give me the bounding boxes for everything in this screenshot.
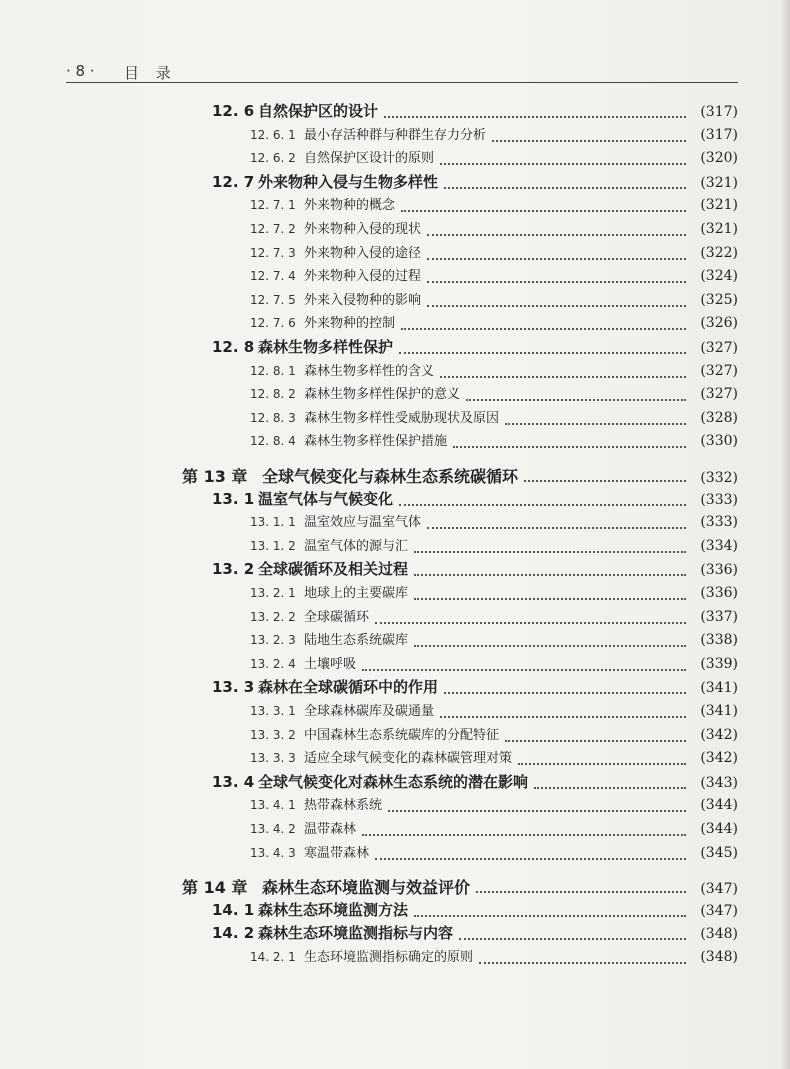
dot-leader [524,480,686,482]
dot-leader [518,763,686,765]
toc-entry-number: 12. 7 [212,172,255,191]
dot-leader [414,574,686,576]
toc-entry-title: 外来物种的控制 [304,316,396,332]
toc-entry-title: 温室气体的源与汇 [304,538,409,554]
toc-entry [212,922,738,946]
toc-entry [250,818,738,842]
dot-leader [427,258,686,260]
toc-entry-number: 12. 7. 2 [250,222,296,236]
toc-entry [182,875,738,899]
toc-entry-number: 第 14 章 [182,878,248,898]
toc-entry-number: 12. 7. 1 [250,198,296,213]
toc-entry-page: (347) [700,902,738,919]
toc-entry-title: 森林生物多样性受威胁现状及原因 [304,410,500,426]
dot-leader [440,163,686,165]
toc-entry-number: 12. 7. 3 [250,245,296,260]
toc-entry-number: 13. 1. 1 [250,515,296,530]
toc-entry-title: 自然保护区设计的原则 [304,151,435,167]
toc-entry [250,383,738,407]
dot-leader [427,281,686,283]
toc-entry-page: (341) [700,680,738,697]
toc-entry-page: (327) [700,386,738,403]
toc-entry-title: 外来物种入侵的途径 [304,245,422,261]
toc-entry-number: 12. 6. 1 [250,127,296,142]
toc-entry-page: (345) [700,844,738,861]
toc-entry-page: (341) [700,703,738,719]
toc-entry-title: 森林生物多样性保护措施 [304,434,448,450]
toc-entry-number: 12. 6 [212,102,255,120]
toc-entry-number: 12. 7. 5 [250,292,296,307]
toc-entry-page: (333) [700,491,738,508]
toc-entry-title: 生态环境监测指标确定的原则 [304,950,474,965]
toc-entry-title: 森林生态环境监测指标与内容 [258,924,454,943]
dot-leader [440,716,686,718]
toc-entry-title: 自然保护区的设计 [258,102,379,120]
dot-leader [414,598,686,600]
toc-entry [182,464,738,488]
toc-entry [250,430,738,454]
toc-entry-page: (348) [700,926,738,943]
toc-entry-page: (325) [700,291,738,308]
toc-entry [250,629,738,653]
toc-entry-page: (321) [700,197,738,214]
toc-entry-page: (336) [700,562,738,579]
toc-entry-page: (332) [700,470,738,486]
toc-entry [212,488,738,512]
toc-entry [212,676,738,700]
dot-leader [401,328,686,330]
toc-entry-page: (334) [700,537,738,554]
dot-leader [414,915,686,917]
toc-entry-page: (321) [700,174,738,191]
toc-entry [212,100,738,124]
dot-leader [388,810,686,812]
toc-entry-title: 全球森林碳库及碳通量 [304,704,435,719]
toc-entry-number: 13. 4. 3 [250,845,296,860]
dot-leader [427,527,686,529]
dot-leader [362,669,686,671]
toc-entry-title: 温室气体与气候变化 [258,489,394,508]
toc-entry-page: (327) [700,340,738,356]
toc-entry-page: (338) [700,632,738,649]
toc-entry-number: 14. 2 [212,924,255,943]
toc-entry-title: 森林生物多样性保护的意义 [304,387,461,403]
toc-entry-page: (344) [700,821,738,837]
dot-leader [444,692,686,694]
dot-leader [414,551,686,553]
toc-entry-title: 森林生物多样性保护 [258,338,394,356]
toc-entry-page: (342) [700,726,738,743]
toc-entry-number: 12. 8. 4 [250,434,296,449]
toc-entry-number: 13. 4 [212,772,255,791]
dot-leader [453,446,686,448]
toc-entry [250,265,738,289]
toc-entry [250,218,738,242]
toc-entry-page: (343) [700,774,738,791]
toc-entry-number: 12. 7. 4 [250,269,296,284]
toc-entry-page: (327) [700,362,738,379]
toc-entry-page: (328) [700,409,738,426]
toc-entry-title: 外来物种入侵的过程 [304,269,422,285]
toc-entry-page: (322) [700,244,738,261]
toc-entry-page: (320) [700,150,738,167]
toc-entry [250,582,738,606]
toc-entry-page: (333) [700,514,738,531]
toc-entry [212,899,738,923]
toc-entry [250,407,738,431]
page-number-label: · 8 · [66,62,95,80]
toc-entry-title: 森林生态环境监测与效益评价 [262,878,471,898]
toc-entry-number: 13. 1. 2 [250,538,296,553]
toc-entry-page: (324) [700,268,738,285]
toc-entry [212,171,738,195]
toc-entry [250,147,738,171]
toc-entry-title: 寒温带森林 [304,845,370,861]
dot-leader [440,376,686,378]
toc-entry-number: 13. 4. 2 [250,822,296,836]
toc-entry-number: 13. 1 [212,489,255,508]
dot-leader [401,210,686,212]
toc-entry-number: 13. 3 [212,678,255,697]
toc-entry-page: (326) [700,315,738,332]
toc-entry [250,511,738,535]
dot-leader [479,962,686,964]
toc-entry-title: 全球碳循环及相关过程 [258,560,409,579]
toc-entry-number: 13. 2. 4 [250,656,296,671]
dot-leader [427,234,686,236]
toc-entry-title: 温室效应与温室气体 [304,515,422,531]
toc-entry [212,336,738,360]
toc-entry-number: 12. 8. 2 [250,387,296,402]
dot-leader [466,399,686,401]
toc-entry-number: 13. 2. 3 [250,633,296,648]
toc-entry-title: 最小存活种群与种群生存力分析 [304,127,487,143]
dot-leader [375,622,686,624]
dot-leader [375,858,686,860]
toc-entry-title: 森林生物多样性的含义 [304,363,435,379]
toc-entry [250,360,738,384]
toc-entry-number: 13. 3. 2 [250,727,296,742]
toc-entry [250,242,738,266]
toc-entry-number: 13. 2. 1 [250,586,296,600]
toc-entry [250,700,738,724]
toc-entry-number: 13. 2 [212,560,255,579]
toc-entry-number: 13. 2. 2 [250,609,296,624]
toc-entry-number: 第 13 章 [182,467,248,486]
page-edge-shadow [780,0,790,1069]
toc-entry [250,747,738,771]
toc-entry-number: 12. 6. 2 [250,151,296,166]
dot-leader [362,834,686,836]
dot-leader [492,140,686,142]
toc-entry-page: (321) [700,221,738,237]
toc-entry-page: (348) [700,949,738,965]
toc-entry-title: 全球碳循环 [304,609,370,625]
toc-entry-page: (317) [700,104,738,120]
toc-entry-title: 外来入侵物种的影响 [304,292,422,308]
toc-entry-page: (347) [700,881,738,898]
header-rule [66,82,738,83]
toc-entry-number: 12. 7. 6 [250,316,296,331]
toc-entry [212,558,738,582]
toc-entry-title: 适应全球气候变化的森林碳管理对策 [304,751,513,767]
toc-entry-number: 12. 8. 1 [250,363,296,378]
dot-leader [384,116,686,118]
toc-entry-title: 森林生态环境监测方法 [258,900,409,919]
toc-entry [250,194,738,218]
toc-entry-title: 外来物种入侵与生物多样性 [258,172,439,191]
running-header [66,62,738,84]
toc-entry-number: 14. 1 [212,900,255,919]
toc-entry-title: 外来物种入侵的现状 [304,222,422,237]
dot-leader [399,504,686,506]
toc-entry-number: 12. 8. 3 [250,410,296,425]
dot-leader [505,423,686,425]
dot-leader [459,938,686,940]
toc-entry-page: (336) [700,585,738,601]
toc-entry-title: 土壤呼吸 [304,656,357,672]
toc-entry [250,653,738,677]
dot-leader [399,352,686,354]
toc-entry [250,289,738,313]
toc-entry-page: (339) [700,655,738,672]
dot-leader [427,305,686,307]
toc-entry [250,842,738,866]
toc-entry-title: 全球气候变化对森林生态系统的潜在影响 [258,772,529,791]
toc-entry [250,946,738,970]
toc-entry-number: 13. 3. 1 [250,704,296,718]
toc-entry [250,606,738,630]
dot-leader [505,740,686,742]
toc-entry-title: 全球气候变化与森林生态系统碳循环 [262,467,519,486]
toc-entry-title: 中国森林生态系统碳库的分配特征 [304,727,500,743]
toc-entry [250,724,738,748]
dot-leader [444,187,686,189]
toc-entry [250,794,738,818]
toc-entry-title: 地球上的主要碳库 [304,586,409,601]
toc-entry-title: 外来物种的概念 [304,198,396,214]
toc-entry-title: 森林在全球碳循环中的作用 [258,678,439,697]
toc-entry-title: 温带森林 [304,822,357,837]
toc-entry-number: 12. 8 [212,338,255,356]
toc-entry-page: (342) [700,750,738,767]
toc-entry-number: 14. 2. 1 [250,950,296,964]
toc-entry [250,312,738,336]
toc-entry-page: (330) [700,433,738,450]
dot-leader [534,787,686,789]
dot-leader [476,891,686,893]
toc-entry-page: (317) [700,126,738,143]
toc-entry-title: 热带森林系统 [304,798,383,814]
toc-entry-title: 陆地生态系统碳库 [304,633,409,649]
dot-leader [414,645,686,647]
toc-entry-page: (337) [700,608,738,625]
toc-entry-number: 13. 4. 1 [250,798,296,813]
toc-entry [212,771,738,795]
toc-entry-number: 13. 3. 3 [250,751,296,766]
toc-entry [250,535,738,559]
header-title: 目 录 [124,64,177,82]
toc-entry-page: (344) [700,797,738,814]
toc-entry [250,124,738,148]
